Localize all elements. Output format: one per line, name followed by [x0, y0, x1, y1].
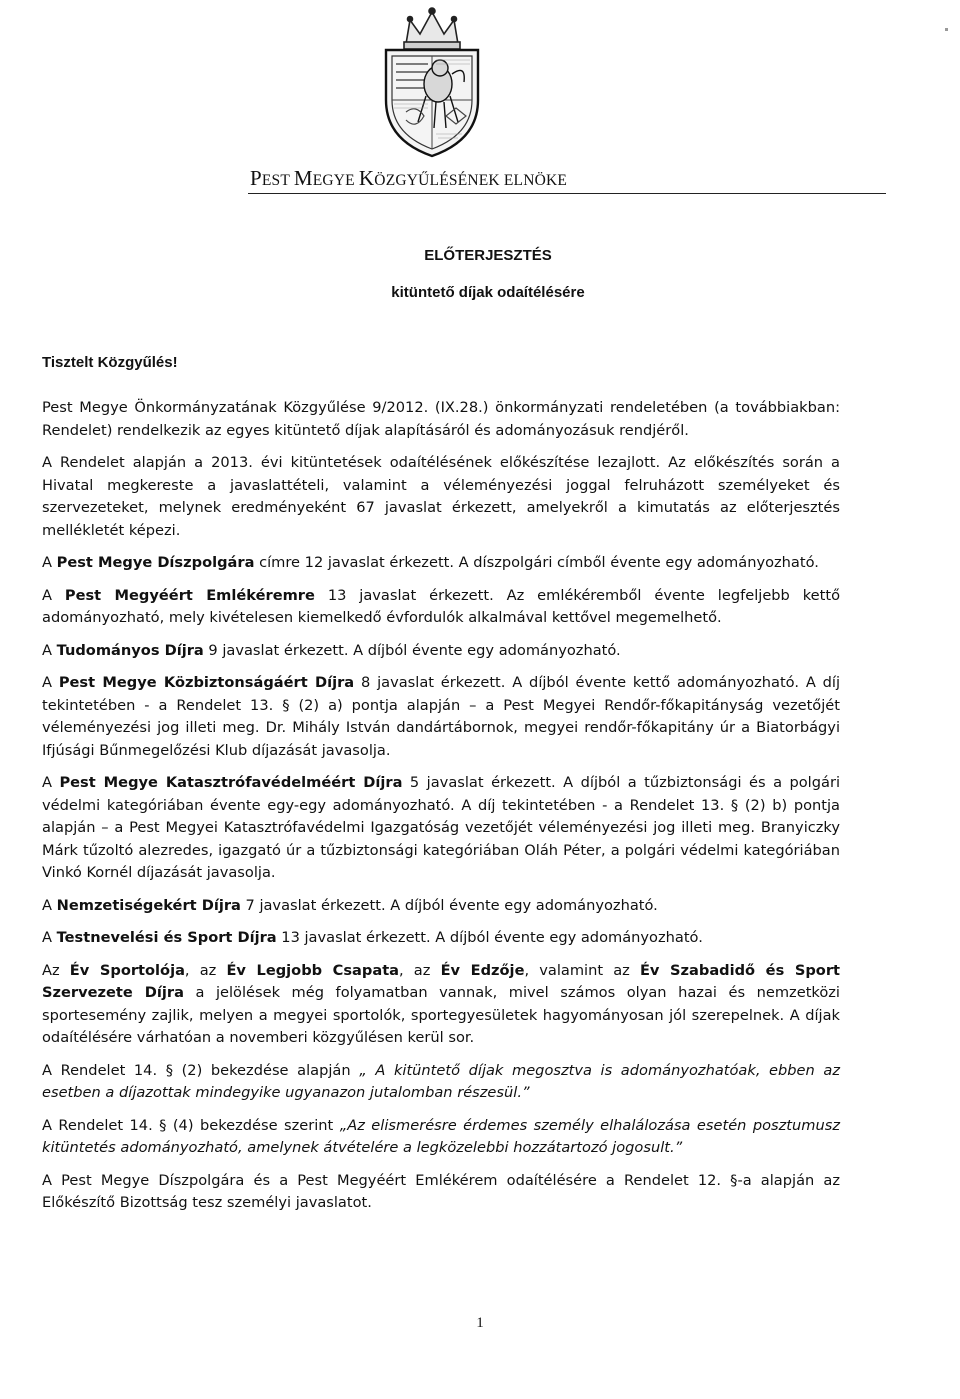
document-body	[42, 397, 840, 1225]
text-run: Az	[42, 961, 70, 979]
header-divider	[248, 193, 886, 194]
text-run: 5 javaslat érkezett. A díjból a tűzbiztonsági és a polgári védelmi kategóriában évente egy-egy adományozható. A díj tekintetében - a Rendelet 13. § (2) b) pontja alapján – a Pest Megyei Katasztrófavédelmi Igazgatóság vezetőjét véleményezési jog illeti meg. Branyiczky Márk tűzoltó alezredes, igazgató úr a tűzbiztonsági kategóriában Oláh Péter, a polgári védelmi kategóriában Vinkó Kornél díjazását javasolja.	[42, 774, 841, 881]
text-run: A	[42, 774, 60, 791]
text-run: , az	[184, 961, 227, 979]
text-run: , az	[399, 961, 441, 979]
issuer-heading-part: ÖZGYŰLÉSÉNEK ELNÖKE	[374, 172, 568, 189]
award-name: Testnevelési és Sport Díjra	[56, 929, 277, 946]
award-name: Év Szabadidő és Sport Szervezete Díjra	[42, 961, 840, 1001]
text-run: 7 javaslat érkezett. A díjból évente egy adományozható.	[240, 896, 658, 914]
paragraph: A Pest Megye Díszpolgára és a Pest Megyéért Emlékérem odaítélésére a Rendelet 12. §-a alapján az Előkészítő Bizottság tesz személyi javaslatot.	[42, 1171, 840, 1211]
text-run: a jelölések még folyamatban vannak, mivel számos olyan hazai és nemzetközi sportesemény zajlik, melyen a megyei sportolók, sportegyesületek hagyományosan jól szerepelnek. A díjak odaítélésére várhatóan a novemberi közgyűlésen kerül sor.	[42, 984, 840, 1046]
paragraph	[42, 960, 840, 1050]
issuer-heading-part: EGYE	[312, 172, 359, 189]
text-run: A Rendelet 14. § (2) bekezdése alapján	[42, 1061, 360, 1079]
paragraph	[42, 585, 840, 630]
paragraph	[42, 895, 840, 918]
award-name: Pest Megye Közbiztonságáért Díjra	[58, 674, 355, 691]
text-run: A	[42, 929, 57, 946]
quotation: „ A kitüntető díjak megosztva is adományozhatóak, ebben az esetben a díjazottak mindegyike ugyanazon jutalomban részesül.”	[42, 1061, 840, 1101]
coat-of-arms-emblem	[366, 4, 498, 160]
text-run: 13 javaslat érkezett. A díjból évente egy adományozható.	[276, 929, 703, 946]
text-run: , valamint az	[524, 961, 640, 979]
paragraph	[42, 640, 840, 663]
paragraph	[42, 552, 840, 575]
text-run: A	[42, 586, 65, 604]
award-name: Nemzetiségekért Díjra	[56, 896, 241, 914]
text-run: A	[42, 674, 59, 691]
issuer-heading	[250, 166, 890, 191]
text-run: A	[42, 554, 57, 571]
document-title: ELŐTERJESZTÉS	[424, 247, 552, 264]
award-name: Pest Megye Díszpolgára	[56, 554, 255, 571]
award-name: Pest Megye Katasztrófavédelméért Díjra	[59, 774, 403, 791]
paragraph	[42, 1060, 840, 1105]
text-run: 13 javaslat érkezett. Az emlékéremből évente legfeljebb kettő adományozható, mely kivételesen kiemelkedő évfordulók alkalmával kettővel megemelhető.	[42, 586, 841, 626]
issuer-heading-part: K	[358, 166, 375, 190]
paragraph	[42, 772, 840, 885]
paragraph: Pest Megye Önkormányzatának Közgyűlése 9/2012. (IX.28.) önkormányzati rendeletében (a továbbiakban: Rendelet) rendelkezik az egyes kitüntető díjak alapításáról és adományozásuk rendjéről.	[42, 399, 840, 439]
issuer-heading-part: M	[293, 166, 313, 190]
award-name: Pest Megyéért Emlékéremre	[64, 586, 315, 604]
text-run: A	[42, 641, 57, 659]
scan-mark	[945, 28, 948, 31]
paragraph: A Rendelet alapján a 2013. évi kitüntetések odaítélésének előkészítése lezajlott. Az előkészítés során a Hivatal megkereste a javaslattételi, valamint a véleményezési joggal felruházott személyeket és szervezeteket, melynek eredményeként 67 javaslat érkezett, amelyekről a kimutatás az előterjesztés mellékletét képezi.	[42, 454, 840, 539]
page-number: 1	[476, 1315, 484, 1331]
text-run: 8 javaslat érkezett. A díjból évente kettő adományozható. A díj tekintetében - a Rendelet 13. § (2) a) pontja alapján – a Pest Megyei Rendőr-főkapitányság vezetőjét véleményezési jog illeti meg. Dr. Mihály István dandártábornok, megyei rendőr-főkapitány úr a Biatorbágyi Ifjúsági Bűnmegelőzési Klub díjazását javasolja.	[42, 674, 841, 759]
paragraph	[42, 927, 840, 950]
salutation: Tisztelt Közgyűlés!	[42, 354, 178, 371]
paragraph	[42, 672, 840, 762]
award-name: Év Edzője	[440, 961, 525, 979]
document-subtitle: kitüntető díjak odaítélésére	[391, 284, 585, 301]
text-run: címre 12 javaslat érkezett. A díszpolgári címből évente egy adományozható.	[254, 554, 819, 571]
paragraph	[42, 1115, 840, 1160]
award-name: Tudományos Díjra	[56, 641, 204, 659]
text-run: 9 javaslat érkezett. A díjból évente egy adományozható.	[203, 641, 621, 659]
text-run: A Rendelet 14. § (4) bekezdése szerint	[42, 1116, 340, 1134]
issuer-heading-part: P	[250, 166, 262, 190]
award-name: Év Sportolója	[69, 961, 185, 979]
text-run: A	[42, 896, 57, 914]
quotation: „Az elismerésre érdemes személy elhalálozása esetén posztumusz kitüntetés adományozható, amelynek átvételére a legközelebbi hozzátartozó jogosult.”	[42, 1116, 840, 1156]
issuer-heading-part: EST	[261, 172, 294, 189]
award-name: Év Legjobb Csapata	[226, 961, 400, 979]
